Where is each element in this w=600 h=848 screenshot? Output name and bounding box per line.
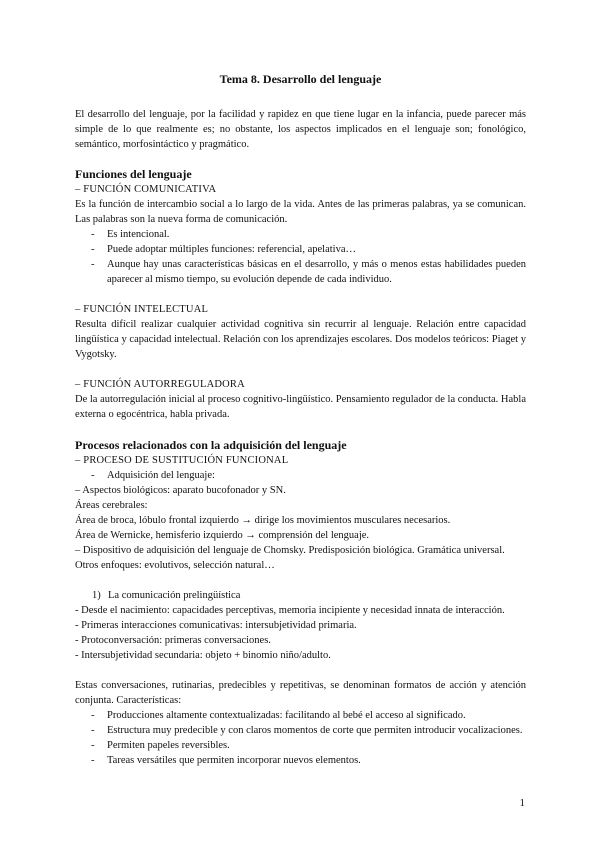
text-line: Área de broca, lóbulo frontal izquierdo → dirige los movimientos musculares necesarios. [75,515,451,526]
numbered-heading [75,588,526,603]
text-line: - Protoconversación: primeras conversaciones. [75,635,271,646]
document-page [75,72,526,768]
list-item: - Permiten papeles reversibles. [75,738,526,753]
subsection-label-sustitucion: – PROCESO DE SUSTITUCIÓN FUNCIONAL [75,455,289,466]
text-line: - Intersubjetividad secundaria: objeto + binomio niño/adulto. [75,650,331,661]
list-formatos [75,708,526,768]
list-item: - Adquisición del lenguaje: [75,468,526,483]
section-heading-procesos: Procesos relacionados con la adquisición del lenguaje [75,438,347,452]
text-line: Área de Wernicke, hemisferio izquierdo → comprensión del lenguaje. [75,530,370,541]
list-item: - Es intencional. [75,227,526,242]
intro-paragraph: El desarrollo del lenguaje, por la facilidad y rapidez en que tiene lugar en la infancia, puede parecer más simple de lo que realmente es; no obstante, los aspectos implicados en el lenguaje son; fonológico, semántico, morfosintáctico y pragmático. [75,109,526,150]
text-line: – Dispositivo de adquisición del lenguaje de Chomsky. Predisposición biológica. Gramática universal. [75,545,505,556]
paragraph-comunicativa: Es la función de intercambio social a lo largo de la vida. Antes de las primeras palabras, ya se comunican. Las palabras son la nueva forma de comunicación. [75,199,526,225]
subsection-label-intelectual: – FUNCIÓN INTELECTUAL [75,304,209,315]
list-item: - Aunque hay unas características básicas en el desarrollo, y más o menos estas habilidades pueden aparecer al mismo tiempo, su evolución depende de cada individuo. [75,257,526,287]
list-item: - Tareas versátiles que permiten incorporar nuevos elementos. [75,753,526,768]
numbered-label: La comunicación prelingüística [108,590,241,601]
text-line: Áreas cerebrales: [75,500,148,511]
subsection-label-comunicativa: – FUNCIÓN COMUNICATIVA [75,184,217,195]
section-heading-funciones: Funciones del lenguaje [75,167,192,181]
list-item: - Producciones altamente contextualizadas: facilitando al bebé el acceso al significado. [75,708,526,723]
paragraph-autorreguladora: De la autorregulación inicial al proceso cognitivo-lingüístico. Pensamiento regulador de la conducta. Habla externa o egocéntrica, habla privada. [75,394,526,420]
subsection-label-autorreguladora: – FUNCIÓN AUTORREGULADORA [75,379,245,390]
text-line: – Aspectos biológicos: aparato bucofonador y SN. [75,485,286,496]
page-number: 1 [519,797,525,809]
text-line: Otros enfoques: evolutivos, selección natural… [75,560,275,571]
list-item: - Puede adoptar múltiples funciones: referencial, apelativa… [75,242,526,257]
list-comunicativa [75,227,526,287]
list-sustitucion [75,468,526,483]
text-line: - Primeras interacciones comunicativas: intersubjetividad primaria. [75,620,357,631]
list-number: 1) [92,590,101,601]
paragraph-formatos: Estas conversaciones, rutinarias, predecibles y repetitivas, se denominan formatos de acción y atención conjunta. Características: [75,680,526,706]
text-line: - Desde el nacimiento: capacidades perceptivas, memoria incipiente y necesidad innata de interacción. [75,605,505,616]
list-item: - Estructura muy predecible y con claros momentos de corte que permiten introducir vocalizaciones. [75,723,526,738]
page-title: Tema 8. Desarrollo del lenguaje [219,72,382,86]
paragraph-intelectual: Resulta difícil realizar cualquier actividad cognitiva sin recurrir al lenguaje. Relación entre capacidad lingüística y capacidad intelectual. Relación con los aprendizajes escolares. Dos modelos teóricos: Piaget y Vygotsky. [75,319,526,360]
